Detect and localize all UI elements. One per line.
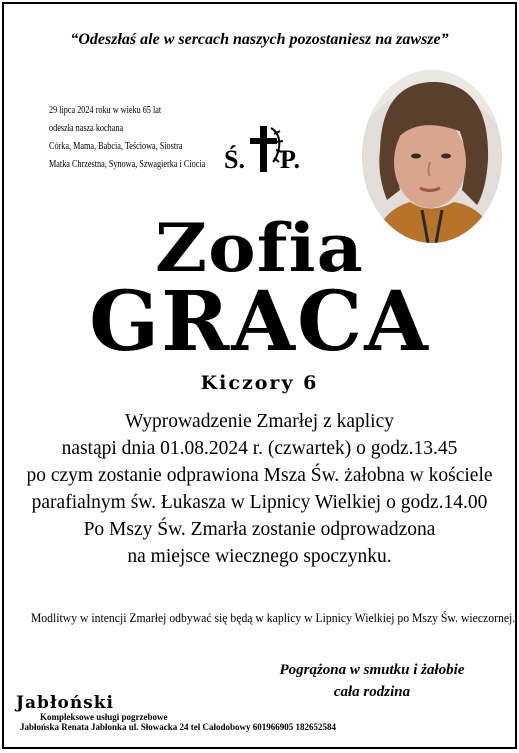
cross-icon: [250, 126, 283, 172]
deceased-last-name: GRACA: [89, 274, 430, 370]
mourners-line: cała rodzina: [333, 684, 411, 700]
deceased-first-name: Zofia: [155, 209, 364, 287]
intro-line: odeszła nasza kochana: [49, 123, 124, 134]
intro-line: Córka, Mama, Babcia, Teściowa, Siostra: [49, 141, 183, 152]
sp-left: Ś.: [224, 145, 245, 174]
prayer-info: [4, 610, 515, 626]
intro-line: 29 lipca 2024 roku w wieku 65 lat: [49, 105, 162, 116]
ceremony-details: [4, 408, 515, 570]
details-line: po czym zostanie odprawiona Msza Św. żałobna w kościele: [26, 465, 493, 486]
funeral-home-tagline: Kompleksowe usługi pogrzebowe: [40, 712, 168, 722]
prayer-text: Modlitwy w intencji Zmarłej odbywać się będą w kaplicy w Lipnicy Wielkiej po Mszy Św. wieczornej.: [30, 610, 516, 625]
funeral-home-address: Jabłońska Renata Jabłonka ul. Słowacka 24 tel Całodobowy 601966905 182652584: [20, 722, 337, 732]
obituary-notice: [2, 2, 517, 749]
details-line: Po Mszy Św. Zmarła zostanie odprowadzona: [83, 519, 436, 540]
sp-right: P.: [280, 145, 300, 174]
mourners-line: Pogrążona w smutku i żałobie: [279, 662, 465, 678]
funeral-home-name: Jabłoński: [16, 693, 114, 713]
deceased-address: Kiczory 6: [200, 372, 319, 394]
intro-line: Matka Chrzestna, Synowa, Szwagierka i Ciocia: [49, 159, 206, 170]
details-line: na miejsce wiecznego spoczynku.: [127, 546, 392, 567]
funeral-home-footer: [16, 694, 376, 733]
details-line: parafialnym św. Łukasza w Lipnicy Wielkiej o godz.14.00: [31, 492, 488, 513]
intro-text: [49, 102, 205, 174]
cross-sp-emblem: [224, 116, 304, 186]
details-line: Wyprowadzenie Zmarłej z kaplicy: [125, 411, 394, 432]
motto-quote: “Odeszłaś ale w sercach naszych pozostaniesz na zawsze”: [70, 31, 449, 48]
details-line: nastąpi dnia 01.08.2024 r. (czwartek) o godz.13.45: [61, 438, 458, 459]
